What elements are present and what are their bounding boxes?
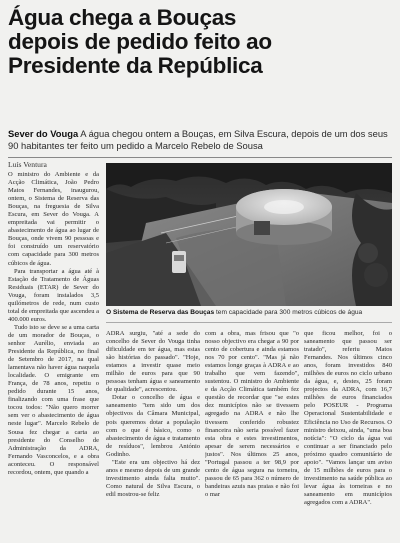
article-column-4: [304, 330, 392, 540]
paragraph: Para transportar a água até à Estação de Tratamento de Águas Residuais (ETAR) de Sever do Vouga, foram instalados 3,5 quilómetros de rede, num custo total de empreitada que ascendeu a 400.000 euros.: [8, 267, 99, 323]
paragraph: que ficou melhor, foi o saneamento que passou ser tratado", referiu Matos Fernandes. Nos últimos cinco anos, foram investidos 840 milhões de euros no ciclo urbano da água, e, destes, 25 foram projectos da ADRA, com 16,7 milhões de euros financiados pelo POSEUR - Programa Operacional Sustentabilidade e Eficiência no Uso de Recursos. O ministro deixou, ainda, "uma boa notícia": "O ciclo da água vai continuar a ser financiado pelo próximo quadro comunitário de apoio". "Vamos lançar um aviso de 15 milhões de euros para o investimento na saúde pública ao levar água às torneiras e no saneamento em municípios agregados com a ADRA".: [304, 330, 392, 506]
caption-text: tem capacidade para 300 metros cúbicos de água: [215, 309, 363, 316]
lead-place: Sever do Vouga: [8, 128, 79, 139]
article-column-1: [8, 171, 99, 539]
reservoir-photo: [106, 163, 392, 306]
paragraph: Dotar o concelho de água e saneamento "tem sido um dos objectivos da Câmara Municipal, pois queremos dotar a população com o que é básico, como o abastecimento de água e tratamento de resíduos", lembrou António Godinho.: [106, 394, 200, 458]
caption-title: O Sistema de Reserva das Bouças: [106, 309, 215, 316]
paragraph: "Este era um objectivo há dez anos e mesmo depois de um grande investimento ainda falta muito". Como natural de Silva Escura, o edil mostrou-se feliz: [106, 458, 200, 498]
author-byline: Luís Ventura: [8, 160, 47, 169]
photo-caption: [106, 309, 392, 317]
paragraph: ADRA surgiu, "até a sede do concelho de Sever do Vouga tinha dificuldade em ter água, mas estas são histórias do passado". "Hoje, estamos a investir quase meio milhão de euros para que 90 pessoas tenham água e saneamento de qualidade", acrescentou.: [106, 330, 200, 394]
lead-paragraph: [8, 128, 392, 151]
headline-line: depois de pedido feito ao: [8, 29, 272, 54]
divider: [106, 322, 392, 323]
headline: [8, 6, 396, 78]
headline-line: Água chega a Bouças: [8, 5, 237, 30]
paragraph: O ministro do Ambiente e da Acção Climática, João Pedro Matos Fernandes, inaugurou, ontem, o Sistema de Reserva das Bouças, na freguesia de Silva Escura, em Sever do Vouga. A empreitada vai permitir o abastecimento de água ao lugar de Bouças, onde vivem 90 pessoas e foi construído um reservatório com capacidade para 300 metros cúbicos de água.: [8, 171, 99, 267]
paragraph: Tudo isto se deve se a uma carta de um morador de Bouças, o senhor Aurélio, enviada ao Presidente da República, no final de Setembro de 2017, na qual lamentava não haver água naquela localidade. O emigrante em França, de 78 anos, repetiu o pedido durante 15 anos, finalizando com uma frase que tocou todos: "Não quero morrer sem ver o abastecimento de água neste lugar". Marcelo Rebelo de Sousa fez chegar a carta ao presidente do Conselho de Administração da ADRA, Fernando Vasconcelos, e a obra aconteceu. O responsável recordou, ontem, que quando a: [8, 323, 99, 476]
divider: [8, 157, 392, 158]
article-column-3: [205, 330, 299, 540]
lead-text: A água chegou ontem a Bouças, em Silva Escura, depois de um dos seus 90 habitantes ter feito um pedido a Marcelo Rebelo de Sousa: [8, 128, 388, 151]
headline-line: Presidente da República: [8, 53, 263, 78]
article-column-2: [106, 330, 200, 540]
paragraph: com a obra, mas frisou que "o nosso objectivo era chegar a 90 por cento de cobertura e ainda estamos nos 70 por cento". "Mas já não estamos longe graças à ADRA e ao trabalho que vem fazendo", sustentou. O ministro do Ambiente e da Acção Climática também fez questão de recordar que "se estes dez municípios não se tivessem agregado na ADRA e não lhe tivessem conferido robustez financeira não seria possível fazer esta obra e estes investimentos, apesar de serem necessários e justos". Nos últimos 25 anos, "Portugal passou a ter 98,9 por cento de água segura na torneira, passou de 65 para 362 o número de bandeiras azuis nas praias e não foi o mar: [205, 330, 299, 498]
reservoir-photo-image: [106, 163, 392, 306]
